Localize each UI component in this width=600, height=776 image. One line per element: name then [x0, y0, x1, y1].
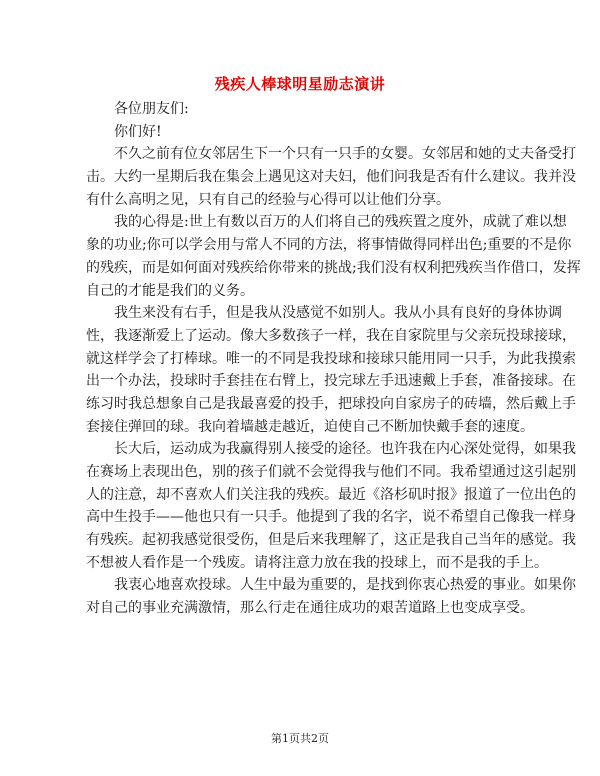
paragraph-1-line: 击。大约一星期后我在集会上遇见这对夫妇，他们问我是否有什么建议。我并没: [86, 169, 576, 186]
salutation-line: 各位朋友们:: [114, 101, 189, 117]
paragraph-4-line: 高中生投手——他也只有一只手。他提到了我的名字，说不希望自己像我一样身: [86, 509, 576, 526]
paragraph-3-line: 性，我逐渐爱上了运动。像大多数孩子一样，我在自家院里与父亲玩投球接球，: [86, 327, 576, 344]
paragraph-1-line: 不久之前有位女邻居生下一个只有一只手的女婴。女邻居和她的丈夫备受打: [114, 146, 576, 163]
paragraph-3-line: 套接住弹回的球。我向着墙越走越近，迫使自己不断加快戴手套的速度。: [86, 418, 534, 435]
paragraph-4-line: 人的注意，却不喜欢人们关注我的残疾。最近《洛杉矶时报》报道了一位出色的: [86, 486, 576, 503]
paragraph-2-line: 象的功业;你可以学会用与常人不同的方法，将事情做得同样出色;重要的不是你: [86, 237, 572, 254]
paragraph-3-line: 我生来没有右手，但是我从没感觉不如别人。我从小具有良好的身体协调: [114, 305, 562, 322]
paragraph-5-line: 我衷心地喜欢投球。人生中最为重要的，是找到你衷心热爱的事业。如果你: [114, 577, 576, 594]
paragraph-2-line: 我的心得是:世上有数以百万的人们将自己的残疾置之度外，成就了难以想: [114, 214, 567, 231]
paragraph-2-line: 自己的才能是我们的义务。: [86, 282, 254, 299]
document-body: [86, 98, 581, 620]
paragraph-4-line: 有残疾。起初我感觉很受伤，但是后来我理解了，这正是我自己当年的感觉。我: [86, 532, 576, 549]
paragraph-4-line: 在赛场上表现出色，别的孩子们就不会觉得我与他们不同。我希望通过这引起别: [86, 464, 576, 480]
paragraph-5-line: 对自己的事业充满激情，那么行走在通往成功的艰苦道路上也变成享受。: [86, 600, 534, 617]
page-title: 残疾人棒球明星励志演讲: [214, 75, 386, 93]
paragraph-2-line: 的残疾，而是如何面对残疾给你带来的挑战;我们没有权利把残疾当作借口，发挥: [86, 259, 581, 276]
paragraph-4-line: 长大后，运动成为我赢得别人接受的途径。也许我在内心深处觉得，如果我: [114, 441, 576, 458]
paragraph-3-line: 出一个办法，投球时手套挂在右臂上，投完球左手迅速戴上手套，准备接球。在: [86, 373, 576, 390]
paragraph-4-line: 不想被人看作是一个残废。请将注意力放在我的投球上，而不是我的手上。: [86, 554, 548, 571]
paragraph-3-line: 就这样学会了打棒球。唯一的不同是我投球和接球只能用同一只手，为此我摸索: [86, 350, 576, 367]
greeting-line: 你们好!: [114, 123, 162, 140]
page-number: 第1页共2页: [271, 732, 329, 745]
paragraph-3-line: 练习时我总想象自己是我最喜爱的投手，把球投向自家房子的砖墙，然后戴上手: [86, 395, 576, 412]
paragraph-1-line: 有什么高明之见，只有自己的经验与心得可以让他们分享。: [86, 191, 450, 208]
